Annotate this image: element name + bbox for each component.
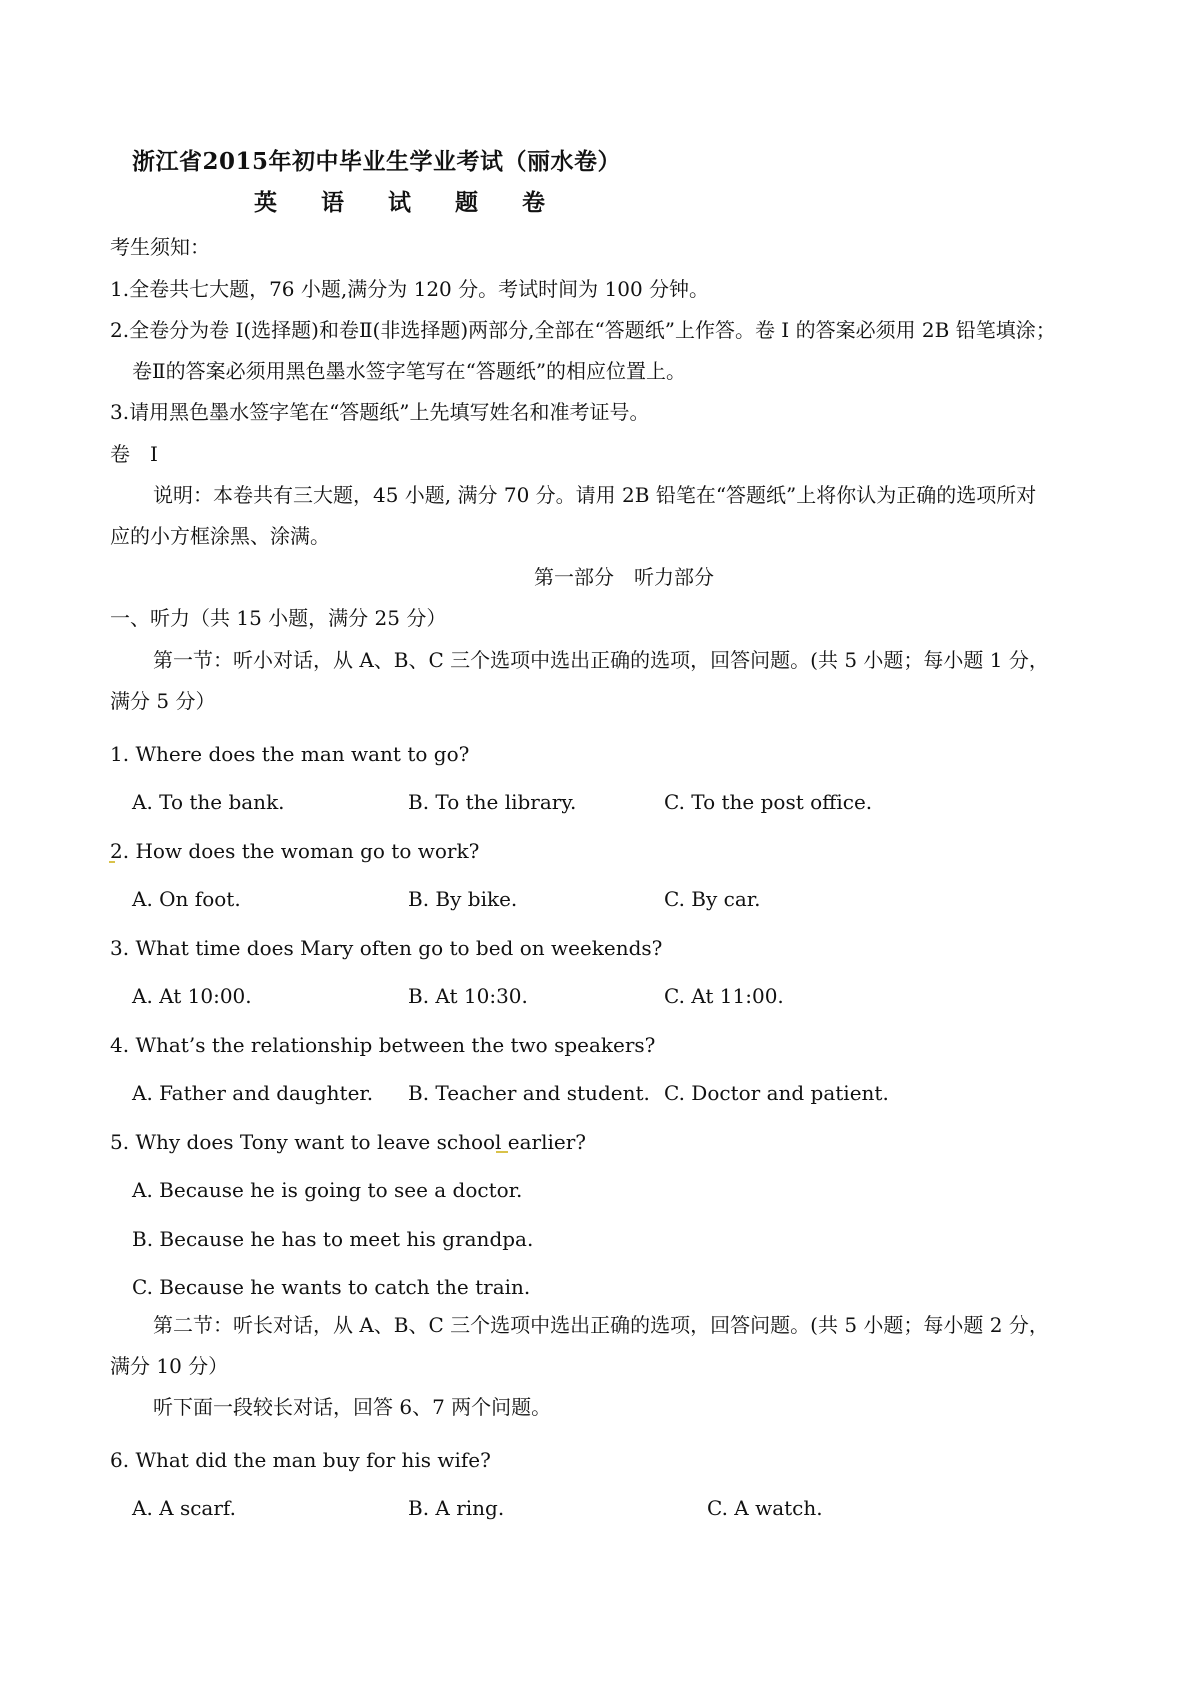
section-2-instruction-line-1: 第二节：听长对话，从 A、B、C 三个选项中选出正确的选项，回答问题。(共 5 小题；每小题 2 分，: [153, 1313, 1049, 1337]
question-1: 1. Where does the man want to go?: [110, 742, 470, 766]
question-3-option-c: C. At 11:00.: [664, 984, 784, 1008]
notice-item-2-line-2: 卷Ⅱ的答案必须用黑色墨水签字笔写在“答题纸”的相应位置上。: [132, 359, 687, 383]
question-6-option-b: B. A ring.: [408, 1496, 505, 1520]
question-1-option-a: A. To the bank.: [132, 790, 285, 814]
question-4: 4. What’s the relationship between the two speakers?: [110, 1033, 656, 1057]
question-5: 5. Why does Tony want to leave school earlier?: [110, 1130, 587, 1154]
notice-item-3: 3.请用黑色墨水签字笔在“答题纸”上先填写姓名和准考证号。: [110, 400, 650, 424]
section-2-instruction-line-2: 满分 10 分）: [110, 1354, 229, 1378]
question-1-option-b: B. To the library.: [408, 790, 577, 814]
section-1-instruction-line-1: 第一节：听小对话，从 A、B、C 三个选项中选出正确的选项，回答问题。(共 5 小题；每小题 1 分，: [153, 648, 1049, 672]
part-heading: 第一部分 听力部分: [534, 565, 714, 589]
question-5-option-b: B. Because he has to meet his grandpa.: [132, 1227, 534, 1251]
notice-heading: 考生须知：: [110, 235, 210, 259]
question-5-option-c: C. Because he wants to catch the train.: [132, 1275, 531, 1299]
volume-desc-line-1: 说明：本卷共有三大题，45 小题, 满分 70 分。请用 2B 铅笔在“答题纸”上将你认为正确的选项所对: [153, 483, 1037, 507]
question-4-option-c: C. Doctor and patient.: [664, 1081, 889, 1105]
question-2: 2. How does the woman go to work?: [110, 839, 480, 863]
question-6-option-c: C. A watch.: [707, 1496, 823, 1520]
question-4-option-a: A. Father and daughter.: [132, 1081, 374, 1105]
question-3-option-a: A. At 10:00.: [132, 984, 252, 1008]
question-6-option-a: A. A scarf.: [132, 1496, 236, 1520]
question-3: 3. What time does Mary often go to bed on weekends?: [110, 936, 663, 960]
question-1-option-c: C. To the post office.: [664, 790, 873, 814]
question-2-option-a: A. On foot.: [132, 887, 241, 911]
notice-item-2-line-1: 2.全卷分为卷 I(选择题)和卷Ⅱ(非选择题)两部分,全部在“答题纸”上作答。卷 I 的答案必须用 2B 铅笔填涂；: [110, 318, 1056, 342]
volume-label: 卷 Ⅰ: [110, 442, 158, 466]
question-2-option-c: C. By car.: [664, 887, 761, 911]
question-5-option-a: A. Because he is going to see a doctor.: [132, 1178, 523, 1202]
notice-item-1: 1.全卷共七大题，76 小题,满分为 120 分。考试时间为 100 分钟。: [110, 277, 710, 301]
question-3-option-b: B. At 10:30.: [408, 984, 528, 1008]
volume-desc-line-2: 应的小方框涂黑、涂满。: [110, 524, 330, 548]
section-1-instruction-line-2: 满分 5 分）: [110, 689, 216, 713]
section-2-listening-note: 听下面一段较长对话，回答 6、7 两个问题。: [153, 1395, 552, 1419]
exam-title: 浙江省2015年初中毕业生学业考试（丽水卷）: [132, 148, 622, 175]
exam-subtitle: 英 语 试 题 卷: [254, 189, 564, 216]
section-title: 一、听力（共 15 小题，满分 25 分）: [110, 606, 447, 630]
scan-mark: [496, 1148, 508, 1153]
question-4-option-b: B. Teacher and student.: [408, 1081, 650, 1105]
question-6: 6. What did the man buy for his wife?: [110, 1448, 491, 1472]
question-2-option-b: B. By bike.: [408, 887, 518, 911]
